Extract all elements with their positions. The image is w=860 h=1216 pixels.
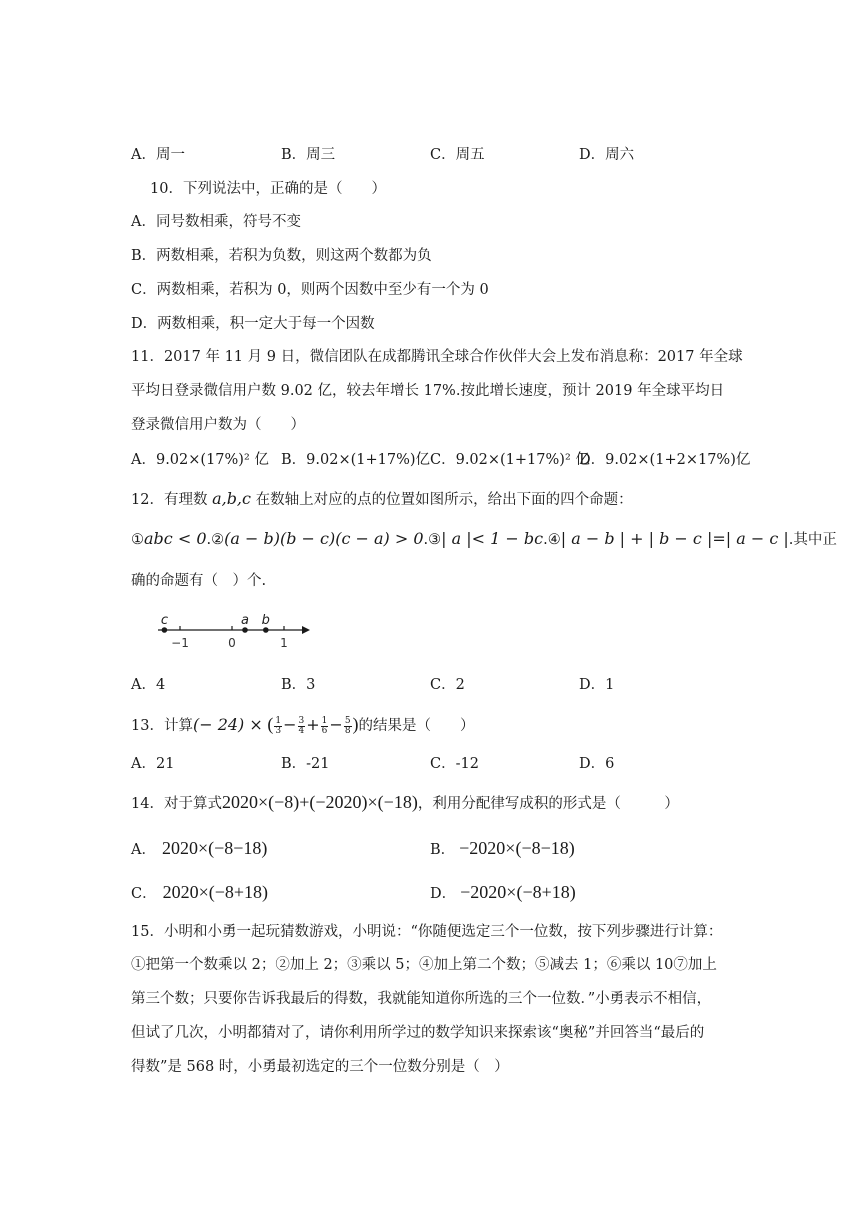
q13-lead: (− 24) × [192, 715, 263, 734]
q14-option-b-letter: B． [430, 842, 456, 858]
q14-stem [131, 792, 679, 814]
q13-term-sign: − [283, 715, 297, 734]
q14-option-b-expr: −2020×(−8−18) [459, 838, 575, 858]
q14-option-c-letter: C． [131, 886, 157, 902]
q10-option-b[interactable]: B．两数相乘，若积为负数，则这两个数都为负 [131, 248, 432, 264]
q11-options [131, 450, 751, 470]
q14-option-b[interactable] [430, 838, 575, 860]
q13-right-paren: ) [352, 714, 359, 734]
number-line-point-b [263, 627, 269, 633]
q10-stem: 10．下列说法中，正确的是（ ） [150, 181, 386, 197]
q13-stem [131, 712, 475, 736]
q9-options [131, 145, 731, 165]
q11-line-1: 11．2017 年 11 月 9 日，微信团队在成都腾讯全球合作伙伴大会上发布消息称：2017 年全球 [131, 349, 743, 365]
number-line-tick-label: 1 [280, 636, 288, 650]
q12-p4-expr: | a − b | + | b − c |=| a − c | [560, 529, 789, 548]
q9-option-b[interactable]: B．周三 [281, 147, 336, 163]
q13-term-sign: − [329, 715, 343, 734]
q14-options-row-1 [131, 838, 731, 858]
q12-p3-expr: | a |< 1 − bc [441, 529, 544, 548]
q12-propositions [131, 529, 837, 550]
number-line-tick-label: 0 [228, 636, 236, 650]
q14-expr: 2020×(−8)+(−2020)×(−18) [221, 792, 418, 812]
q12-option-c[interactable]: C．2 [430, 677, 465, 693]
q13-fraction-numerator: 5 [344, 715, 351, 726]
q12-stem-suffix: 在数轴上对应的点的位置如图所示，给出下面的四个命题： [255, 492, 633, 508]
number-line-arrow [302, 626, 310, 634]
q13-fraction-numerator: 1 [321, 715, 328, 726]
q13-fraction-denominator: 4 [298, 725, 305, 736]
number-line-point-label: b [261, 613, 270, 628]
q14-options-row-2 [131, 882, 731, 902]
q14-option-d[interactable] [430, 882, 576, 904]
q14-option-d-letter: D． [430, 886, 457, 902]
q10-option-d[interactable]: D．两数相乘，积一定大于每一个因数 [131, 316, 375, 332]
q15-line-1: 15．小明和小勇一起玩猜数游戏，小明说：“你随便选定三个一位数，按下列步骤进行计算： [131, 924, 723, 940]
q13-suffix: 的结果是（ ） [358, 718, 475, 734]
q12-p2-mark: .② [206, 532, 225, 548]
q14-suffix: ，利用分配律写成积的形式是（ ） [417, 796, 679, 812]
q14-option-c[interactable] [131, 882, 268, 904]
q13-fraction-numerator: 1 [275, 715, 282, 726]
q14-prefix: 14．对于算式 [131, 796, 222, 812]
number-line-point-a [242, 627, 248, 633]
q14-option-a[interactable] [131, 838, 267, 860]
q13-fraction [298, 717, 306, 736]
q13-option-c[interactable]: C．-12 [430, 756, 479, 772]
q13-option-b[interactable]: B．-21 [281, 756, 330, 772]
q12-p1-mark: ① [131, 532, 144, 548]
q12-option-b[interactable]: B．3 [281, 677, 316, 693]
q13-options [131, 754, 731, 774]
q13-fraction [321, 717, 329, 736]
q12-options [131, 675, 731, 695]
q13-fraction [344, 717, 352, 736]
number-line-point-c [162, 627, 168, 633]
q14-option-c-expr: 2020×(−8+18) [162, 882, 269, 902]
q13-fraction-denominator: 8 [344, 725, 351, 736]
q14-option-a-expr: 2020×(−8−18) [161, 838, 268, 858]
number-line-point-label: c [160, 613, 168, 628]
q11-option-a[interactable]: A．9.02×(17%)² 亿 [131, 452, 269, 468]
q11-line-3: 登录微信用户数为（ ） [131, 417, 305, 433]
q13-left-paren: ( [267, 714, 274, 734]
q11-option-b[interactable]: B．9.02×(1+17%)亿 [281, 452, 431, 468]
q13-fraction-denominator: 6 [321, 725, 328, 736]
q11-line-2: 平均日登录微信用户数 9.02 亿，较去年增长 17%.按此增长速度，预计 2019 年全球平均日 [131, 383, 725, 399]
q13-prefix: 13．计算 [131, 718, 193, 734]
q11-option-d[interactable]: D．9.02×(1+2×17%)亿 [579, 452, 751, 468]
q12-option-d[interactable]: D．1 [579, 677, 615, 693]
q11-option-c[interactable]: C．9.02×(1+17%)² 亿 [430, 452, 590, 468]
q12-p4-mark: .④ [543, 532, 561, 548]
q10-option-a[interactable]: A．同号数相乘，符号不变 [131, 214, 301, 230]
q10-option-c[interactable]: C．两数相乘，若积为 0，则两个因数中至少有一个为 0 [131, 282, 489, 298]
q13-term-sign: + [306, 715, 320, 734]
q12-p1-expr: abc < 0 [144, 529, 207, 548]
q12-number-line [150, 610, 350, 654]
q13-option-d[interactable]: D．6 [579, 756, 615, 772]
q15-line-2: ①把第一个数乘以 2；②加上 2；③乘以 5；④加上第二个数；⑤减去 1；⑥乘以 10⑦加上 [131, 957, 717, 973]
q9-option-c[interactable]: C．周五 [430, 147, 485, 163]
q14-option-d-expr: −2020×(−8+18) [460, 882, 576, 902]
q15-line-3: 第三个数；只要你告诉我最后的得数，我就能知道你所选的三个一位数．”小勇表示不相信， [131, 991, 712, 1007]
q12-option-a[interactable]: A．4 [131, 677, 166, 693]
q13-fraction-denominator: 3 [275, 725, 282, 736]
q12-p3-mark: .③ [423, 532, 442, 548]
q9-option-a[interactable]: A．周一 [131, 147, 185, 163]
q12-p2-expr: (a − b)(b − c)(c − a) > 0 [224, 529, 424, 548]
q13-fraction [274, 717, 282, 736]
q12-stem-vars: a,b,c [212, 489, 251, 508]
q15-line-5: 得数”是 568 时，小勇最初选定的三个一位数分别是（ ） [131, 1059, 509, 1075]
q12-stem-prefix: 12．有理数 [131, 492, 208, 508]
q13-option-a[interactable]: A．21 [131, 756, 175, 772]
q15-line-4: 但试了几次，小明都猜对了，请你利用所学过的数学知识来探索该“奥秘”并回答当“最后的 [131, 1025, 705, 1041]
number-line-tick-label: −1 [171, 636, 189, 650]
q12-line-3: 确的命题有（ ）个. [131, 573, 267, 589]
q14-option-a-letter: A． [131, 842, 156, 858]
q12-stem [131, 489, 633, 510]
q12-props-tail: .其中正 [788, 532, 837, 548]
number-line-point-label: a [241, 613, 249, 628]
q13-fraction-numerator: 3 [298, 715, 305, 726]
q9-option-d[interactable]: D．周六 [579, 147, 635, 163]
q13-fraction-terms [273, 715, 352, 736]
